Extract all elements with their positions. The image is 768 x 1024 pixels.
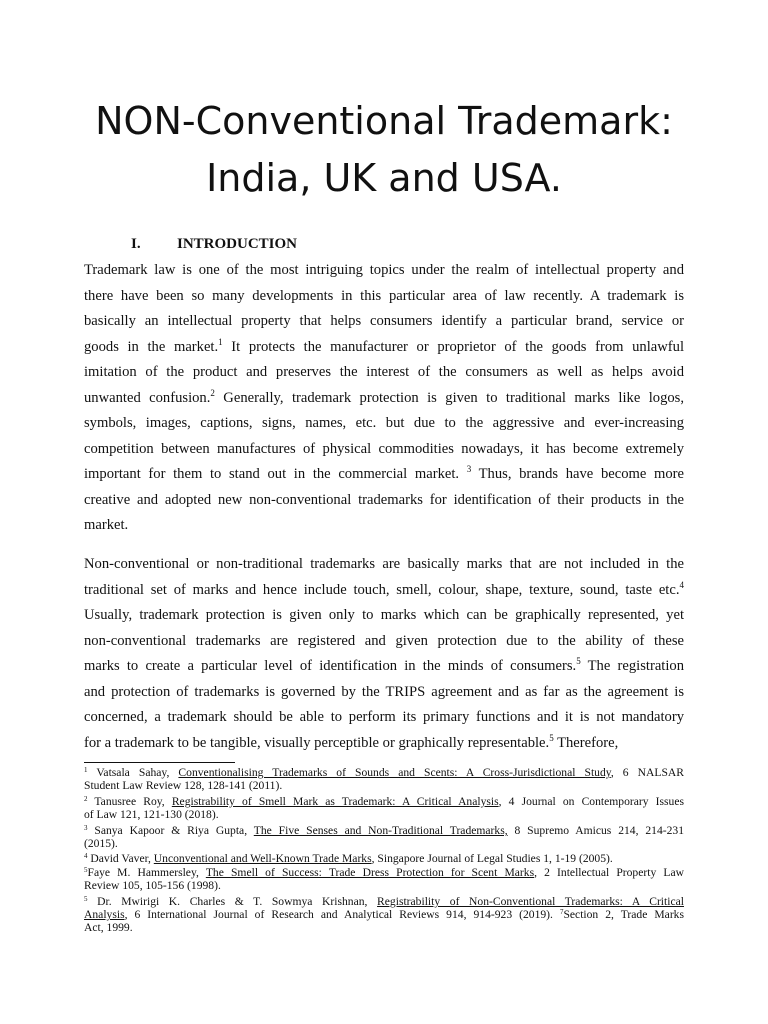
intro-paragraph-2 bbox=[84, 552, 684, 756]
text-line: market. bbox=[84, 517, 129, 533]
footnote-text: , 4 Journal on Contemporary Issues bbox=[498, 795, 684, 808]
cited-work-title: Registrability of Non-Conventional Trademarks: A Critical bbox=[377, 895, 684, 908]
footnote-text: Vatsala Sahay, bbox=[87, 766, 179, 779]
footnote-line bbox=[84, 808, 684, 821]
footnote-number: 4 bbox=[84, 852, 88, 860]
cited-work-title: The Smell of Success: Trade Dress Protection for Scent Marks bbox=[205, 866, 535, 879]
footnote-number: 5 bbox=[84, 895, 88, 903]
section-title: INTRODUCTION bbox=[177, 236, 298, 252]
intro-paragraph-1 bbox=[84, 258, 684, 539]
text-line: traditional set of marks and hence include touch, smell, colour, shape, texture, sound, taste etc.$^4$ bbox=[84, 579, 684, 598]
text-line: concerned, a trademark should be able to perform its primary functions and it is not mandatory bbox=[84, 709, 684, 725]
text-line: goods in the market.$^1$ It protects the manufacturer or proprietor of the goods from unlawful bbox=[84, 336, 684, 355]
text-line: for a trademark to be tangible, visually perceptible or graphically representable.$^5$ Therefore, bbox=[84, 732, 619, 751]
footnote-text: (2015). bbox=[84, 837, 118, 851]
footnote-text: , 6 NALSAR bbox=[610, 766, 684, 779]
footnote-ref[interactable]: 3 bbox=[466, 464, 472, 474]
footnote-line bbox=[84, 921, 684, 934]
footnote-text: Dr. Mwirigi K. Charles & T. Sowmya Krishnan, bbox=[87, 895, 378, 908]
footnote-ref[interactable]: 5 bbox=[576, 656, 581, 666]
footnote-text: Section 2, Trade Marks bbox=[563, 908, 684, 922]
footnote-text: Sanya Kapoor & Riya Gupta, bbox=[87, 824, 254, 837]
text-line: creative and adopted new non-conventional trademarks for identification of their products in the bbox=[84, 491, 684, 508]
footnote-number: 2 bbox=[84, 795, 88, 803]
footnote bbox=[84, 795, 684, 821]
footnote-text: , 6 International Journal of Research and Analytical Reviews 914, 914-923 (2019). bbox=[124, 908, 560, 922]
text-line: non-conventional trademarks are registered and given protection due to the ability of these bbox=[84, 632, 684, 649]
section-number: I. bbox=[131, 236, 141, 252]
footnote-text: 8 Supremo Amicus 214, 214-231 bbox=[507, 824, 684, 837]
footnote-text: Review 105, 105-156 (1998). bbox=[84, 879, 221, 893]
footnote-text: , Singapore Journal of Legal Studies 1, 1-19 (2005). bbox=[371, 852, 613, 865]
footnote-ref[interactable]: 5 bbox=[549, 732, 554, 743]
text-line: competition between manufactures of physical commodities nowadays, it has become extremely bbox=[84, 440, 684, 457]
footnote-text: Faye M. Hammersley, bbox=[87, 866, 206, 879]
footnote-line bbox=[84, 908, 684, 921]
footnote bbox=[84, 866, 684, 892]
footnote-line bbox=[84, 879, 684, 892]
footnote-line bbox=[84, 824, 684, 837]
footnote-number: 1 bbox=[84, 766, 88, 774]
text-line: important for them to stand out in the commercial market. $^3$ Thus, brands have become more bbox=[84, 464, 684, 482]
cited-work-title: Unconventional and Well-Known Trade Marks bbox=[153, 852, 372, 865]
document-title bbox=[60, 93, 708, 207]
title-line-1: NON-Conventional Trademark: bbox=[95, 99, 673, 143]
footnote-line bbox=[84, 895, 684, 908]
footnote-text: of Law 121, 121-130 (2018). bbox=[84, 808, 219, 822]
footnote-line bbox=[84, 795, 684, 808]
footnote-ref[interactable]: 1 bbox=[218, 336, 223, 347]
cited-work-title: Analysis bbox=[84, 908, 125, 922]
text-line: unwanted confusion.$^2$ Generally, trademark protection is given to traditional marks like logos, bbox=[84, 387, 684, 406]
footnote-ref[interactable]: 4 bbox=[679, 579, 684, 590]
footnote bbox=[84, 895, 684, 935]
footnote-line bbox=[84, 837, 684, 850]
footnote-line bbox=[84, 779, 684, 792]
footnote-ref[interactable]: 2 bbox=[210, 387, 215, 398]
text-line: Trademark law is one of the most intriguing topics under the realm of intellectual property and bbox=[84, 262, 684, 278]
footnote bbox=[84, 824, 684, 850]
footnote-separator bbox=[84, 762, 235, 763]
cited-work-title: Registrability of Smell Mark as Trademark: A Critical Analysis bbox=[171, 795, 499, 808]
footnote-text: , 2 Intellectual Property Law bbox=[534, 866, 684, 879]
footnote-number: 3 bbox=[84, 824, 88, 832]
footnote-number: 5 bbox=[84, 866, 88, 874]
text-line: Usually, trademark protection is given only to marks which can be graphically represented, yet bbox=[84, 607, 684, 623]
footnote-line bbox=[84, 866, 684, 879]
text-line: basically an intellectual property that helps consumers identify a particular brand, service or bbox=[84, 313, 684, 329]
footnote-number: 7 bbox=[559, 908, 564, 917]
footnote-text: Tanusree Roy, bbox=[87, 795, 172, 808]
footnote-line bbox=[84, 852, 684, 865]
title-line-2: India, UK and USA. bbox=[206, 156, 562, 200]
text-line: and protection of trademarks is governed by the TRIPS agreement and as far as the agreement is bbox=[84, 683, 684, 700]
cited-work-title: The Five Senses and Non-Traditional Trademarks, bbox=[253, 824, 508, 837]
text-line: Non-conventional or non-traditional trademarks are basically marks that are not included in the bbox=[84, 556, 684, 572]
footnote-text: Act, 1999. bbox=[84, 921, 133, 935]
footnote-text: Student Law Review 128, 128-141 (2011). bbox=[84, 779, 283, 793]
text-line: there have been so many developments in this particular area of law recently. A trademark is bbox=[84, 287, 684, 304]
text-line: marks to create a particular level of identification in the minds of consumers.$^5$ The registration bbox=[84, 656, 684, 674]
footnote-line bbox=[84, 766, 684, 779]
footnote-text: David Vaver, bbox=[87, 852, 154, 865]
text-line: symbols, images, captions, signs, names, etc. but due to the aggressive and ever-increasing bbox=[84, 415, 684, 431]
footnote bbox=[84, 852, 684, 865]
text-line: imitation of the product and preserves the interest of the consumers as well as helps avoid bbox=[84, 364, 684, 380]
section-heading bbox=[131, 236, 297, 253]
cited-work-title: Conventionalising Trademarks of Sounds and Scents: A Cross-Jurisdictional Study bbox=[178, 766, 611, 779]
footnote bbox=[84, 766, 684, 792]
